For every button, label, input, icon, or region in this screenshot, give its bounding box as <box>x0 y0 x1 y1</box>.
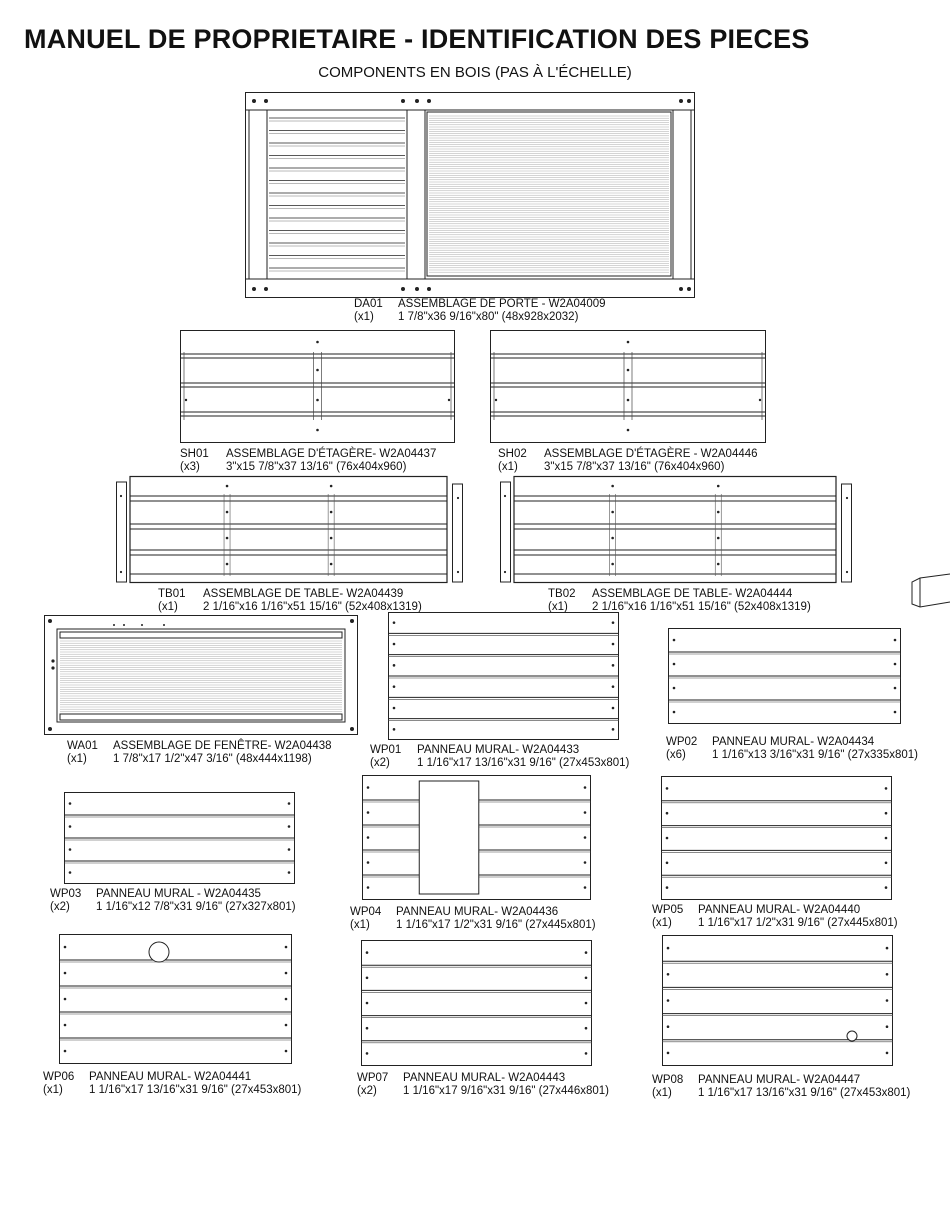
window-assembly-caption <box>67 740 332 765</box>
shelf-assembly-sh02-caption <box>498 448 758 473</box>
table-assembly-tb02-caption <box>548 588 811 613</box>
part-name: PANNEAU MURAL- W2A04447 <box>698 1074 861 1086</box>
part-qty: (x1) <box>652 916 672 929</box>
part-qty: (x3) <box>180 460 200 473</box>
part-qty: (x1) <box>67 752 87 765</box>
part-dims: 1 7/8"x36 9/16"x80" (48x928x2032) <box>398 310 579 323</box>
part-name: ASSEMBLAGE DE PORTE - W2A04009 <box>398 298 606 310</box>
wall-panel-wp02-drawing <box>668 628 901 724</box>
part-name: ASSEMBLAGE D'ÉTAGÈRE - W2A04446 <box>544 448 758 460</box>
part-code: WP05 <box>652 904 684 916</box>
part-qty: (x1) <box>652 1086 672 1099</box>
shelf-assembly-sh01-caption <box>180 448 436 473</box>
partial-part-drawing <box>912 574 950 608</box>
part-name: ASSEMBLAGE DE TABLE- W2A04444 <box>592 588 793 600</box>
part-qty: (x1) <box>158 600 178 613</box>
wall-panel-wp08-drawing <box>662 935 893 1066</box>
page-subtitle: COMPONENTS EN BOIS (PAS À L'ÉCHELLE) <box>318 64 632 81</box>
part-name: ASSEMBLAGE DE TABLE- W2A04439 <box>203 588 404 600</box>
part-code: WP01 <box>370 744 402 756</box>
wall-panel-wp01-drawing <box>388 612 619 740</box>
part-code: WP06 <box>43 1071 75 1083</box>
part-code: WP04 <box>350 906 382 918</box>
wall-panel-wp07-drawing <box>361 940 592 1066</box>
part-qty: (x1) <box>548 600 568 613</box>
part-qty: (x1) <box>354 310 374 323</box>
part-code: WA01 <box>67 740 98 752</box>
page-title: MANUEL DE PROPRIETAIRE - IDENTIFICATION DES PIECES <box>24 24 810 54</box>
wall-panel-wp03-caption <box>50 888 296 913</box>
part-dims: 1 1/16"x17 1/2"x31 9/16" (27x445x801) <box>698 916 898 929</box>
part-qty: (x2) <box>370 756 390 769</box>
wall-panel-wp07-caption <box>357 1072 609 1097</box>
part-qty: (x2) <box>357 1084 377 1097</box>
door-assembly-drawing <box>245 92 695 298</box>
wall-panel-wp03-drawing <box>64 792 295 884</box>
part-dims: 2 1/16"x16 1/16"x51 15/16" (52x408x1319) <box>592 600 811 613</box>
part-code: WP02 <box>666 736 698 748</box>
part-code: SH01 <box>180 448 209 460</box>
part-qty: (x2) <box>50 900 70 913</box>
part-dims: 1 1/16"x17 13/16"x31 9/16" (27x453x801) <box>698 1086 911 1099</box>
part-dims: 3"x15 7/8"x37 13/16" (76x404x960) <box>544 460 725 473</box>
part-code: TB01 <box>158 588 186 600</box>
wall-panel-wp06-drawing <box>59 934 292 1064</box>
part-dims: 1 1/16"x13 3/16"x31 9/16" (27x335x801) <box>712 748 918 761</box>
window-assembly-drawing <box>44 615 358 735</box>
part-dims: 1 1/16"x17 9/16"x31 9/16" (27x446x801) <box>403 1084 609 1097</box>
table-assembly-tb01-caption <box>158 588 422 613</box>
wall-panel-wp01-caption <box>370 744 629 769</box>
part-name: PANNEAU MURAL- W2A04436 <box>396 906 559 918</box>
part-qty: (x1) <box>350 918 370 931</box>
part-qty: (x6) <box>666 748 686 761</box>
part-dims: 1 7/8"x17 1/2"x47 3/16" (48x444x1198) <box>113 752 312 765</box>
wall-panel-wp04-drawing <box>362 775 591 900</box>
part-name: PANNEAU MURAL- W2A04443 <box>403 1072 566 1084</box>
wall-panel-wp05-drawing <box>661 776 892 900</box>
part-name: PANNEAU MURAL- W2A04434 <box>712 736 875 748</box>
part-dims: 3"x15 7/8"x37 13/16" (76x404x960) <box>226 460 407 473</box>
wall-panel-wp08-caption <box>652 1074 910 1099</box>
table-assembly-tb02-drawing <box>500 476 852 586</box>
wall-panel-wp02-caption <box>666 736 918 761</box>
part-code: TB02 <box>548 588 576 600</box>
part-code: DA01 <box>354 298 383 310</box>
wall-panel-wp06-caption <box>43 1071 301 1096</box>
part-dims: 1 1/16"x17 13/16"x31 9/16" (27x453x801) <box>417 756 630 769</box>
table-assembly-tb01-drawing <box>116 476 463 586</box>
part-code: SH02 <box>498 448 527 460</box>
part-name: ASSEMBLAGE DE FENÊTRE- W2A04438 <box>113 740 332 752</box>
part-dims: 1 1/16"x12 7/8"x31 9/16" (27x327x801) <box>96 900 296 913</box>
shelf-assembly-sh01-drawing <box>180 330 455 443</box>
wall-panel-wp05-caption <box>652 904 898 929</box>
part-code: WP03 <box>50 888 82 900</box>
part-name: ASSEMBLAGE D'ÉTAGÈRE- W2A04437 <box>226 448 437 460</box>
part-code: WP08 <box>652 1074 684 1086</box>
part-code: WP07 <box>357 1072 389 1084</box>
wall-panel-wp04-caption <box>350 906 596 931</box>
shelf-assembly-sh02-drawing <box>490 330 766 443</box>
part-name: PANNEAU MURAL - W2A04435 <box>96 888 261 900</box>
part-dims: 1 1/16"x17 1/2"x31 9/16" (27x445x801) <box>396 918 596 931</box>
part-qty: (x1) <box>43 1083 63 1096</box>
part-name: PANNEAU MURAL- W2A04441 <box>89 1071 252 1083</box>
part-qty: (x1) <box>498 460 518 473</box>
door-assembly-caption <box>354 298 606 323</box>
part-name: PANNEAU MURAL- W2A04433 <box>417 744 580 756</box>
part-dims: 2 1/16"x16 1/16"x51 15/16" (52x408x1319) <box>203 600 422 613</box>
part-dims: 1 1/16"x17 13/16"x31 9/16" (27x453x801) <box>89 1083 302 1096</box>
part-name: PANNEAU MURAL- W2A04440 <box>698 904 861 916</box>
